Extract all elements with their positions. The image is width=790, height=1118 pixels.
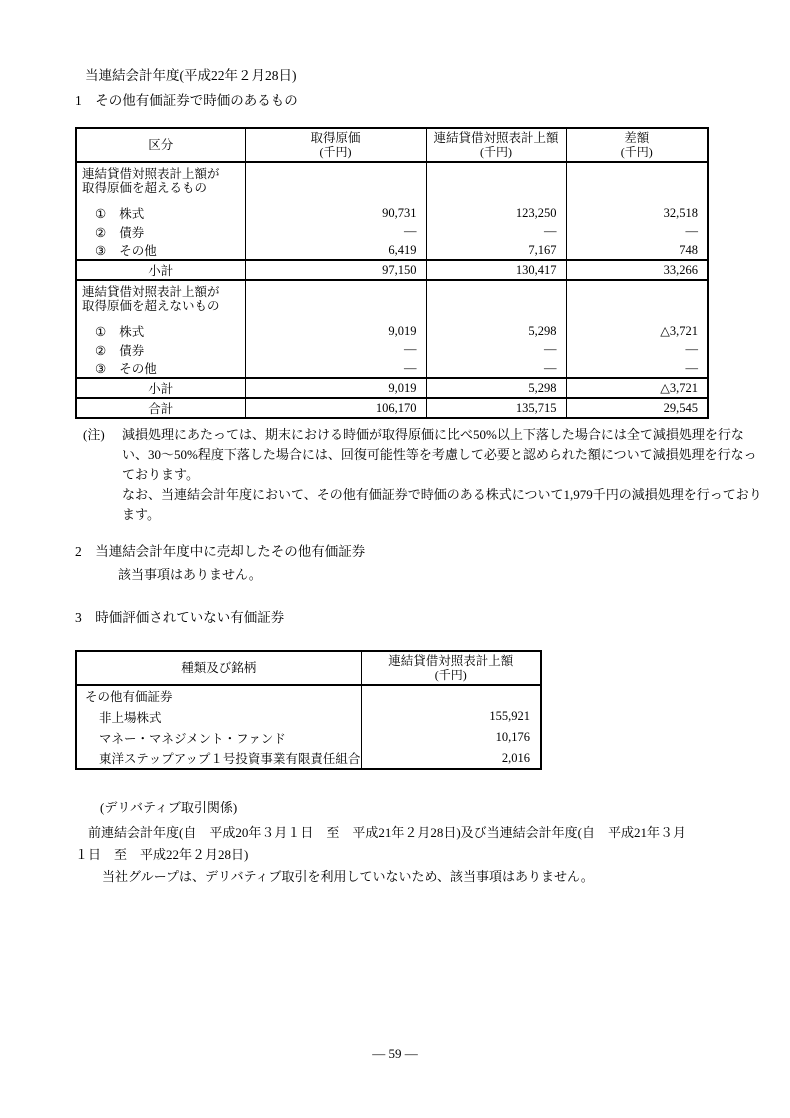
group-header-exceeding	[76, 162, 245, 197]
item-label: 債券	[119, 343, 145, 358]
item-label-cell	[76, 197, 245, 222]
header-unit: (千円)	[434, 668, 467, 682]
table-row-other	[76, 241, 708, 260]
acquisition-cost-value: ―	[245, 222, 426, 241]
bs-amount-value: 7,167	[426, 241, 566, 260]
acquisition-cost-value: 90,731	[245, 197, 426, 222]
item-label-cell	[76, 222, 245, 241]
group-header-line2: 取得原価を超えるもの	[82, 181, 208, 195]
empty-cell	[566, 280, 708, 315]
column-header-type-and-issue: 種類及び銘柄	[76, 651, 361, 685]
subtotal-bs-amount: 5,298	[426, 378, 566, 398]
item-number: ①	[95, 207, 107, 221]
item-label: その他	[119, 362, 157, 376]
bs-amount-value: ―	[426, 359, 566, 378]
group-header-line2: 取得原価を超えないもの	[82, 299, 220, 313]
section2-body: 該当事項はありません。	[118, 567, 262, 582]
bs-amount-value: ―	[426, 222, 566, 241]
item-number: ②	[95, 225, 107, 240]
table-row-other	[76, 359, 708, 378]
period-heading: 当連結会計年度(平成22年２月28日)	[85, 68, 297, 83]
section2-title: 2 当連結会計年度中に売却したその他有価証券	[75, 544, 366, 559]
group-header-line1: 連結貸借対照表計上額が	[82, 167, 220, 181]
total-acquisition-cost: 106,170	[245, 398, 426, 418]
column-header-difference	[566, 128, 708, 162]
row-value: 2,016	[361, 748, 541, 769]
bs-amount-value: ―	[426, 340, 566, 359]
table-row-bonds	[76, 222, 708, 241]
note-line: い、30～50%程度下落した場合には、回復可能性等を考慮して必要と認められた額について減損処理を行なっ	[122, 447, 757, 462]
item-label-cell	[76, 241, 245, 260]
page-number: ― 59 ―	[372, 1046, 418, 1061]
group-header-row	[76, 280, 708, 315]
header-unit: (千円)	[319, 145, 352, 159]
table-row-stocks	[76, 315, 708, 340]
table-row-toyo-stepup-fund	[76, 748, 541, 769]
header-label: 差額	[624, 131, 650, 145]
column-header-category: 区分	[76, 128, 245, 162]
table-header-row	[76, 128, 708, 162]
item-number: ②	[95, 343, 107, 358]
bs-amount-value: 5,298	[426, 315, 566, 340]
group-header-row	[76, 162, 708, 197]
subtotal-acquisition-cost: 97,150	[245, 260, 426, 280]
unlisted-securities-table	[75, 650, 542, 770]
derivatives-line: 当社グループは、デリバティブ取引を利用していないため、該当事項はありません。	[102, 869, 594, 884]
column-header-bs-amount	[426, 128, 566, 162]
subtotal-acquisition-cost: 9,019	[245, 378, 426, 398]
derivatives-paragraph	[75, 822, 715, 888]
securities-with-market-value-table	[75, 127, 709, 419]
acquisition-cost-value: ―	[245, 340, 426, 359]
row-label: マネー・マネジメント・ファンド	[99, 731, 286, 746]
empty-cell	[426, 162, 566, 197]
item-label: 株式	[119, 207, 145, 221]
derivatives-section	[75, 798, 715, 888]
acquisition-cost-value: 6,419	[245, 241, 426, 260]
item-label: その他	[119, 244, 157, 258]
header-label: 連結貸借対照表計上額	[433, 131, 559, 145]
impairment-note	[75, 425, 762, 525]
section3-title: 3 時価評価されていない有価証券	[75, 610, 285, 625]
subtotal-label: 小計	[76, 260, 245, 280]
item-label: 債券	[119, 225, 145, 240]
empty-cell	[245, 280, 426, 315]
empty-cell	[566, 162, 708, 197]
subtotal-label: 小計	[76, 378, 245, 398]
item-label-cell	[76, 315, 245, 340]
column-header-acquisition-cost	[245, 128, 426, 162]
derivatives-line: 前連結会計年度(自 平成20年３月１日 至 平成21年２月28日)及び当連結会計年度(自 平成21年３月	[88, 825, 686, 840]
row-value: 155,921	[361, 706, 541, 727]
difference-value: △3,721	[566, 315, 708, 340]
group-header-line1: 連結貸借対照表計上額が	[82, 285, 220, 299]
note-text	[122, 425, 762, 525]
item-label: 株式	[119, 325, 145, 339]
item-number: ③	[95, 244, 107, 258]
difference-value: ―	[566, 359, 708, 378]
item-label-cell	[76, 359, 245, 378]
difference-value: ―	[566, 340, 708, 359]
bs-amount-value: 123,250	[426, 197, 566, 222]
group-header-not-exceeding	[76, 280, 245, 315]
row-label: 非上場株式	[99, 710, 162, 725]
empty-cell	[426, 280, 566, 315]
table-header-row	[76, 651, 541, 685]
row-value: 10,176	[361, 727, 541, 748]
note-line: 減損処理にあたっては、期末における時価が取得原価に比べ50%以上下落した場合には全て減損処理を行な	[122, 427, 744, 442]
difference-value: ―	[566, 222, 708, 241]
subtotal-bs-amount: 130,417	[426, 260, 566, 280]
table-row-mmf	[76, 727, 541, 748]
empty-cell	[245, 162, 426, 197]
total-row	[76, 398, 708, 418]
derivatives-heading: (デリバティブ取引関係)	[100, 800, 238, 815]
item-number: ①	[95, 325, 107, 339]
row-label: 東洋ステップアップ１号投資事業有限責任組合	[99, 752, 361, 766]
acquisition-cost-value: 9,019	[245, 315, 426, 340]
table-row-other-securities	[76, 685, 541, 706]
subtotal-row	[76, 260, 708, 280]
table-row-stocks	[76, 197, 708, 222]
subtotal-row	[76, 378, 708, 398]
column-header-bs-amount	[361, 651, 541, 685]
note-line: なお、当連結会計年度において、その他有価証券で時価のある株式について1,979千円の減損処理を行っており	[122, 487, 762, 502]
section1-title: 1 その他有価証券で時価のあるもの	[75, 93, 298, 108]
header-label: 連結貸借対照表計上額	[388, 654, 514, 668]
item-number: ③	[95, 362, 107, 376]
difference-value: 32,518	[566, 197, 708, 222]
subtotal-difference: 33,266	[566, 260, 708, 280]
total-bs-amount: 135,715	[426, 398, 566, 418]
note-line: ております。	[122, 467, 199, 482]
header-unit: (千円)	[480, 145, 512, 159]
subtotal-difference: △3,721	[566, 378, 708, 398]
acquisition-cost-value: ―	[245, 359, 426, 378]
note-label: (注)	[83, 427, 105, 442]
table-row-unlisted-stocks	[76, 706, 541, 727]
note-line: ます。	[122, 507, 160, 522]
header-label: 取得原価	[310, 131, 361, 145]
header-unit: (千円)	[620, 145, 653, 159]
table-row-bonds	[76, 340, 708, 359]
difference-value: 748	[566, 241, 708, 260]
total-label: 合計	[148, 402, 174, 416]
row-label: その他有価証券	[85, 690, 173, 704]
item-label-cell	[76, 340, 245, 359]
derivatives-line: １日 至 平成22年２月28日)	[75, 847, 249, 862]
total-difference: 29,545	[566, 398, 708, 418]
row-value	[361, 685, 541, 706]
